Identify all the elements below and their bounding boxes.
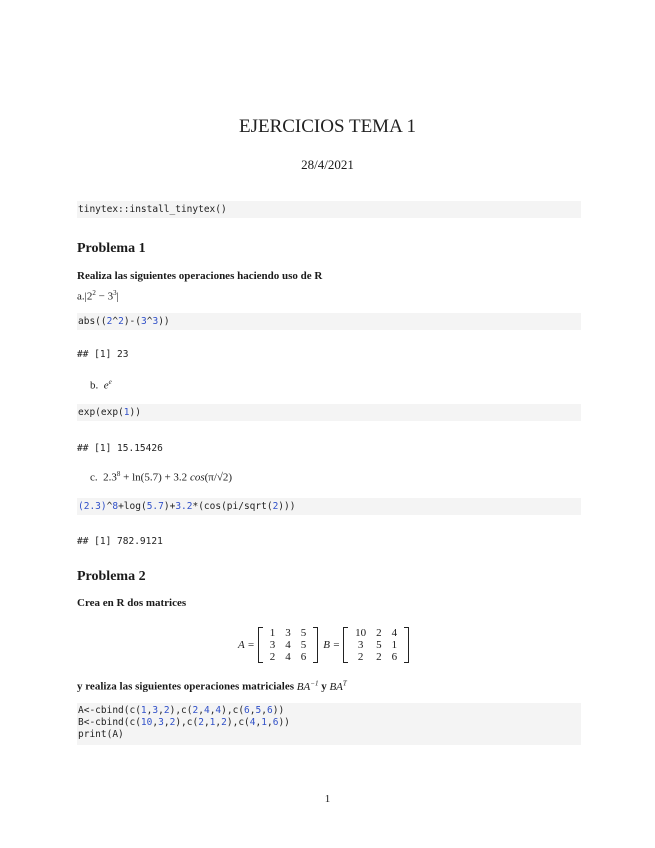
exercise-a-code: abs((2^2)-(3^3)) xyxy=(77,313,581,330)
page-number: 1 xyxy=(324,793,331,805)
matrix-a-cell: 3 xyxy=(269,639,276,651)
matrix-a-cell: 4 xyxy=(285,639,291,651)
matrix-b-cell: 5 xyxy=(376,639,382,651)
matrix-b-cell: 2 xyxy=(376,627,382,639)
exercise-c-code: (2.3)^8+log(5.7)+3.2*(cos(pi/sqrt(2))) xyxy=(77,498,581,515)
matrix-code-block: A<-cbind(c(1,3,2),c(2,4,4),c(6,5,6)) B<-cbind(c(10,3,2),c(2,1,2),c(4,1,6)) print(A) xyxy=(77,703,581,745)
matrix-b-cell: 10 xyxy=(355,627,367,639)
exercise-b-output: ## [1] 15.15426 xyxy=(77,443,163,454)
matrix-a-cell: 1 xyxy=(269,627,276,639)
exercise-c-formula: c. $2.3^8 + \ln(5.7) + 3.2$ cos(π/√2) xyxy=(90,470,233,484)
matrix-b-cell: 2 xyxy=(376,651,382,663)
matrix-a-cell: 6 xyxy=(300,651,307,663)
matrix-b-cell: 4 xyxy=(391,627,398,639)
problem-1-intro: Realiza las siguientes operaciones haciendo uso de R xyxy=(77,270,323,282)
problem-2-intro: Crea en R dos matrices xyxy=(77,597,187,609)
matrix-a-cell: 3 xyxy=(285,627,291,639)
install-code: tinytex::install_tinytex() xyxy=(78,204,227,215)
problem-1-heading: Problema 1 xyxy=(77,241,146,256)
matrix-a-label: A = xyxy=(238,639,255,651)
document-title: EJERCICIOS TEMA 1 xyxy=(238,116,416,137)
matrix-definitions xyxy=(238,624,418,666)
matrix-a xyxy=(258,627,319,663)
matrix-b-cell: 3 xyxy=(357,639,364,651)
install-code-block xyxy=(77,201,581,218)
matrix-a-cell: 5 xyxy=(300,627,307,639)
exercise-a-formula: $a.|2^2 - 3^3|$ xyxy=(77,289,119,303)
problem-2-heading: Problema 2 xyxy=(77,569,146,584)
matrix-b-cell: 6 xyxy=(391,651,398,663)
matrix-b xyxy=(343,627,409,663)
exercise-a-output: ## [1] 23 xyxy=(77,349,129,360)
matrix-b-cell: 1 xyxy=(391,639,398,651)
matrix-a-cell: 5 xyxy=(300,639,307,651)
document-date: 28/4/2021 xyxy=(301,157,354,172)
exercise-b-code: exp(exp(1)) xyxy=(77,404,581,421)
matrix-b-cell: 2 xyxy=(357,651,364,663)
problem-2-operations: y realiza las siguientes operaciones matriciales $BA^{-1}$ y $BA^T$ xyxy=(77,679,347,693)
matrix-b-label: B = xyxy=(323,639,341,651)
matrix-a-cell: 2 xyxy=(269,651,276,663)
matrix-a-cell: 4 xyxy=(285,651,291,663)
exercise-c-output: ## [1] 782.9121 xyxy=(77,536,163,547)
exercise-b-formula: b. $e^e$ xyxy=(90,378,112,392)
